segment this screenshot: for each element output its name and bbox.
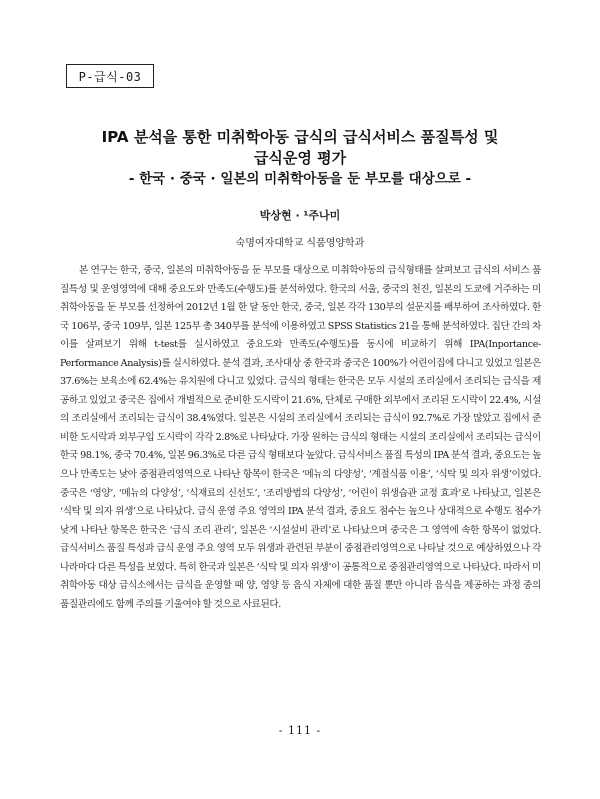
paper-subtitle: - 한국 · 중국 · 일본의 미취학아동을 둔 부모를 대상으로 - [128,171,472,187]
title-line-2: 급식운영 평가 [253,149,347,167]
title-line-1: IPA 분석을 통한 미취학아동 급식의 급식서비스 품질특성 및 [101,128,499,146]
page-number: - 111 - [278,724,322,737]
abstract-body: 본 연구는 한국, 중국, 일본의 미취학아동을 둔 부모를 대상으로 미취학아동의 급식형태를 살펴보고 급식의 서비스 품질특성 및 운영영역에 대해 중요도와 만족도(수행도)를 분석하였다. 한국의 서울, 중국의 천진, 일본의 도쿄에 거주하는 미취학아동을 둔 부모를 선정하여 2012년 1월 한 달 동안 한국, 중국, 일본 각각 130부의 설문지를 배부하여 조사하였다. 한국 106부, 중국 109부, 일본 125부 총 340부를 분석에 이용하였고 SPSS Statistics 21을 통해 분석하였다. 집단 간의 차이를 살펴보기 위해 t-test를 실시하였고 중요도와 만족도(수행도)를 동시에 비교하기 위해 IPA(Inportance-Performance Analysis)를 실시하였다. 분석 결과, 조사대상 중 한국과 중국은 100%가 어린이집에 다니고 있었고 일본은 37.6%는 보육소에 62.4%는 유치원에 다니고 있었다. 급식의 형태는 한국은 모두 시설의 조리실에서 조리되는 급식을 제공하고 있었고 중국은 집에서 개별적으로 준비한 도시락이 21.6%, 단체로 구매한 외부에서 조리된 도시락이 22.4%, 시설의 조리실에서 조리되는 급식이 38.4%였다. 일본은 시설의 조리실에서 조리되는 급식이 92.7%로 가장 많았고 집에서 준비한 도시락과 외부구입 도시락이 각각 2.8%로 나타났다. 가장 원하는 급식의 형태는 시설의 조리실에서 조리되는 급식이 한국 98.1%, 중국 70.4%, 일본 96.3%로 다른 급식 형태보다 높았다. 급식서비스 품질 특성의 IPA 분석 결과, 중요도는 높으나 만족도는 낮아 중점관리영역으로 나타난 항목이 한국은 ‘메뉴의 다양성’, ‘계절식품 이용’, ‘식탁 및 의자 위생’이었다. 중국은 ‘영양’, ‘메뉴의 다양성’, ‘식재료의 신선도’, ‘조리방법의 다양성’, ‘어린이 위생습관 교정 효과’로 나타났고, 일본은 ‘식탁 및 의자 위생’으로 나타났다. 급식 운영 주요 영역의 IPA 분석 결과, 중요도 점수는 높으나 상대적으로 수행도 점수가 낮게 나타난 항목은 한국은 ‘급식 조리 관리’, 일본은 ‘시설설비 관리’로 나타났으며 중국은 그 영역에 속한 항목이 없었다. 급식서비스 품질 특성과 급식 운영 주요 영역 모두 위생과 관련된 부분이 중점관리영역으로 나타날 것으로 예상하였으나 각 나라마다 다른 특성을 보였다. 특히 한국과 일본은 ‘식탁 및 의자 위생’이 공통적으로 중점관리영역으로 나타났다. 따라서 미취학아동 대상 급식소에서는 급식을 운영할 때 양, 영양 등 음식 자체에 대한 품질 뿐만 아니라 음식을 제공하는 과정 중의 품질관리에도 함께 주의를 기울여야 할 것으로 사료된다. [60,265,541,610]
author-affiliation: 숙명여자대학교 식품영양학과 [235,238,365,249]
paper-title [50,127,550,189]
session-code-label: P-급식-03 [66,64,154,88]
author-list: 박상현 · ¹주나미 [259,209,341,222]
